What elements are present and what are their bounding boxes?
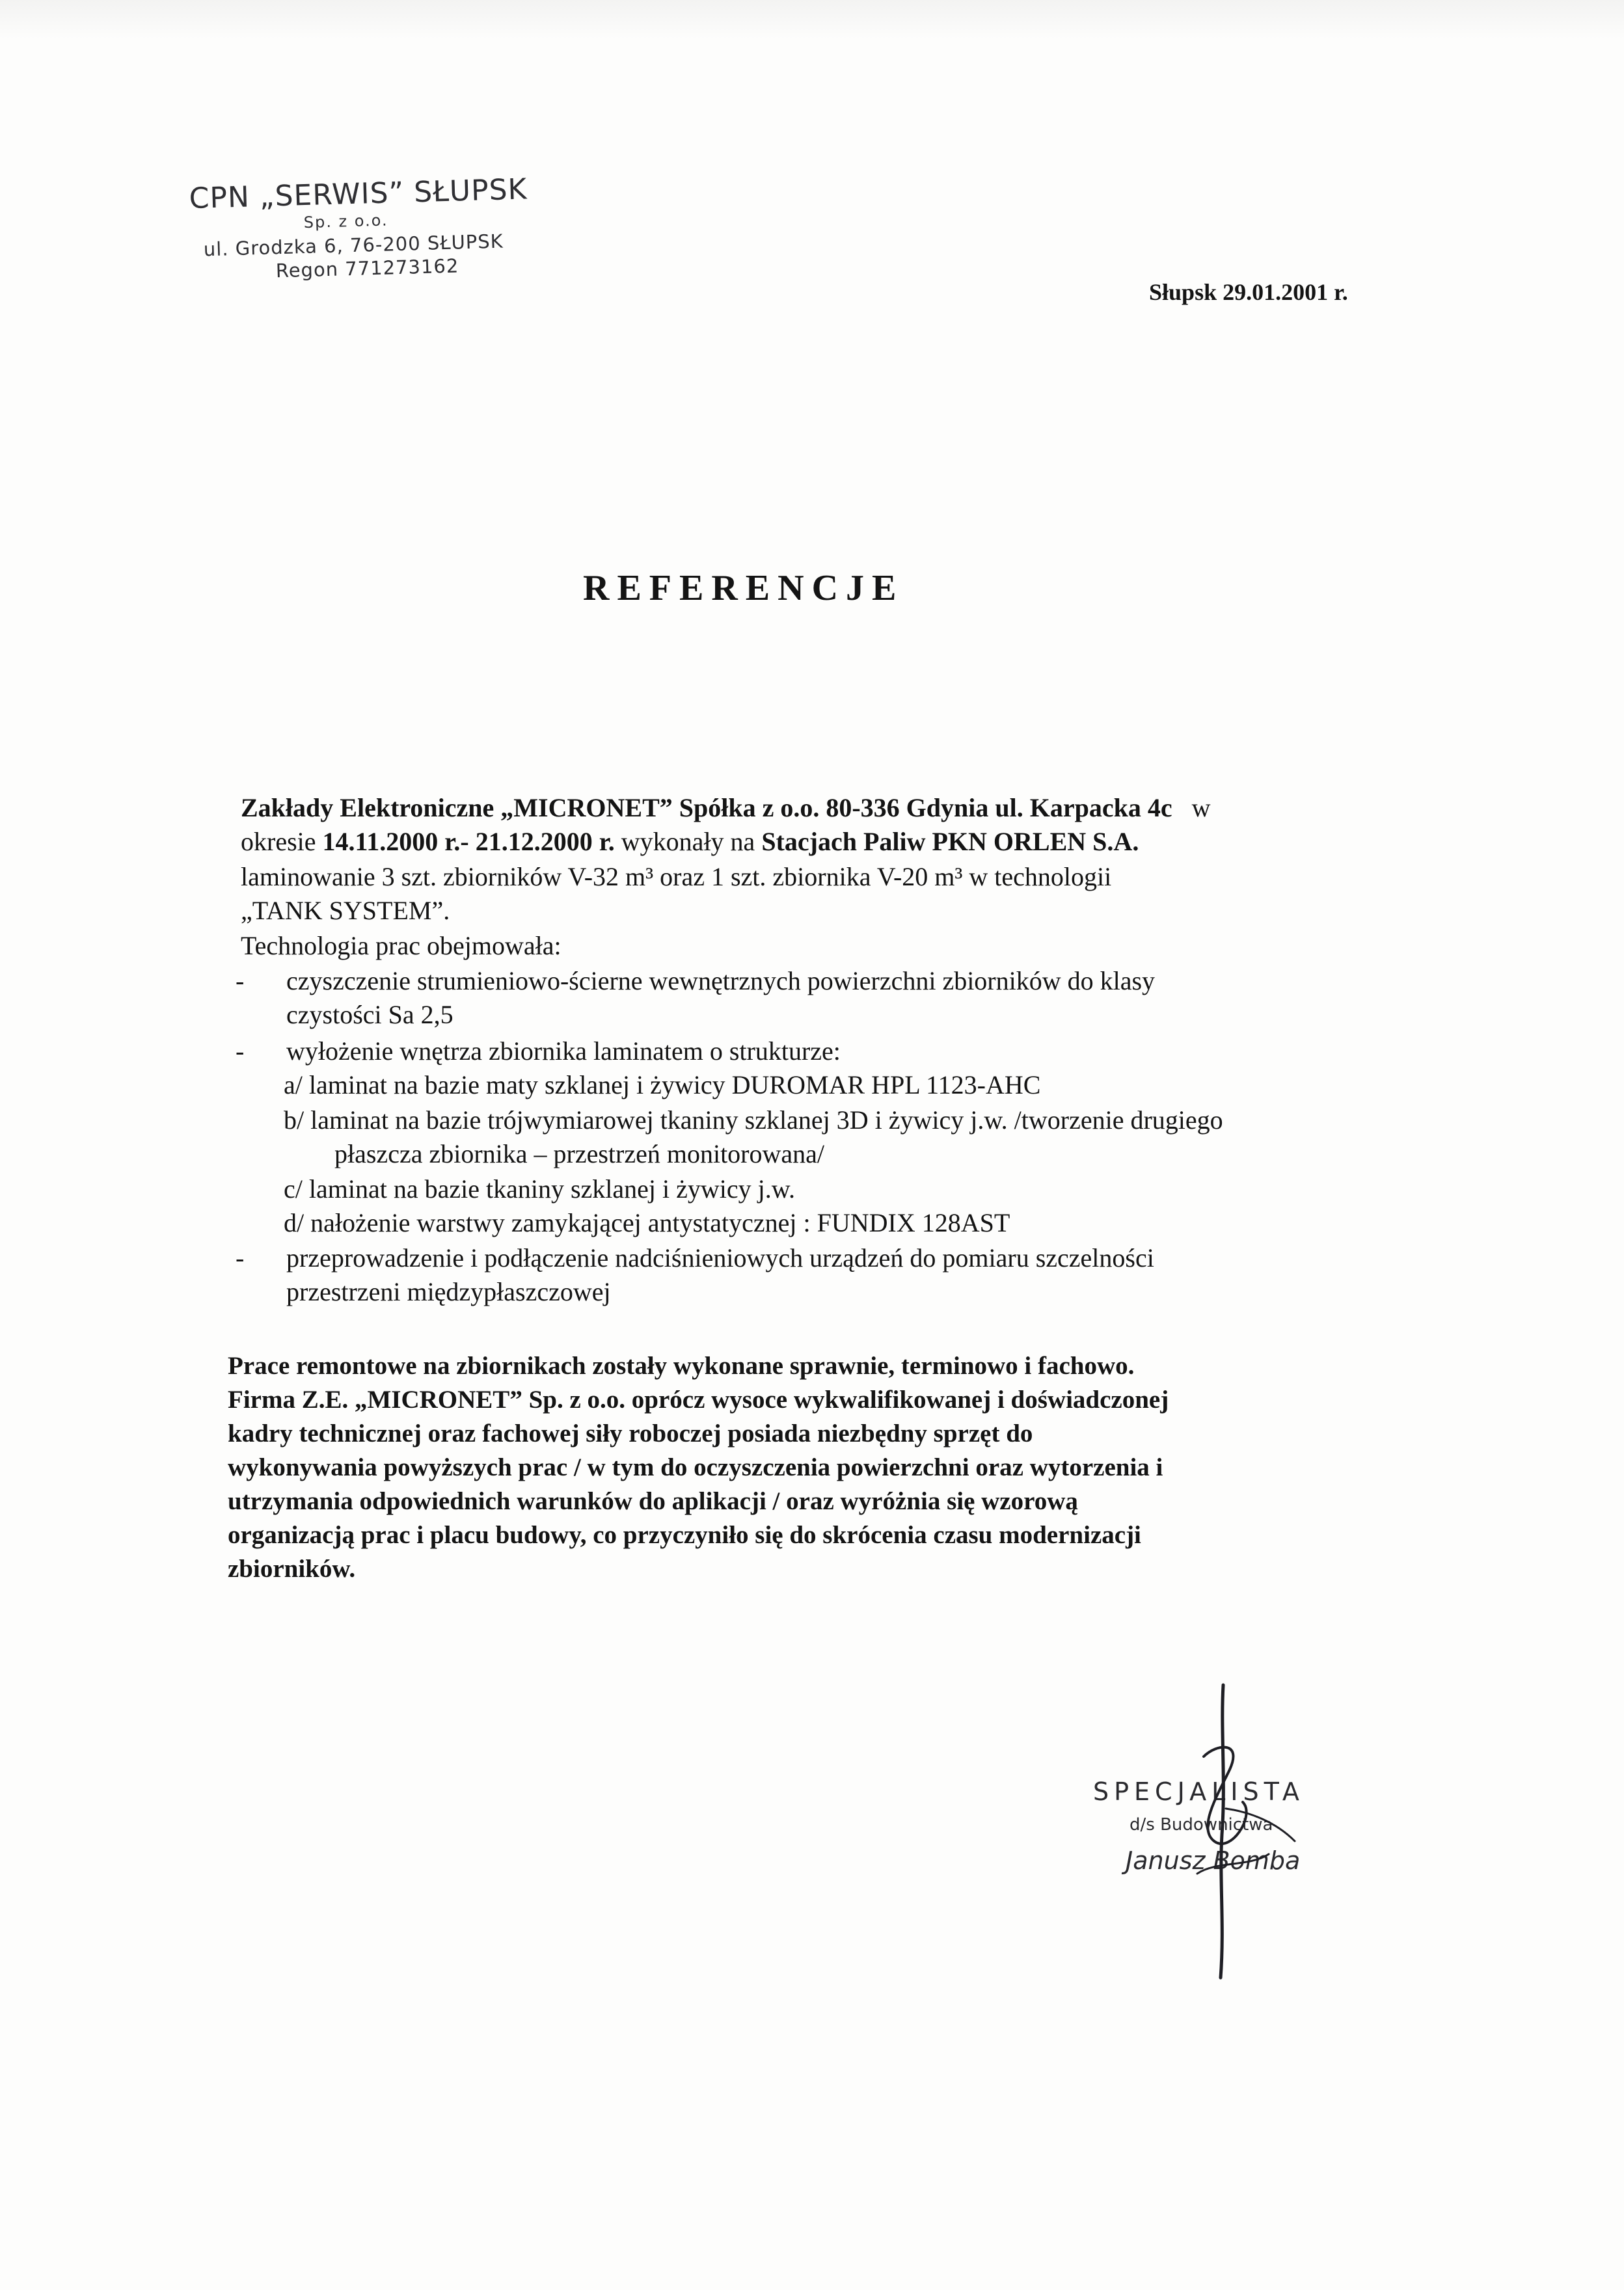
list-item-1-line-1: czyszczenie strumieniowo-ścierne wewnętrznych powierzchni zbiorników do klasy xyxy=(286,966,1156,995)
sub-item-c: c/ laminat na bazie tkaniny szklanej i żywicy j.w. xyxy=(284,1174,796,1204)
stamp-company-form: Sp. z o.o. xyxy=(303,211,388,232)
closing-line-4: wykonywania powyższych prac / w tym do oczyszczenia powierzchni oraz wytorzenia i xyxy=(228,1453,1163,1481)
list-bullet-3: - xyxy=(236,1243,245,1273)
scan-edge-shadow xyxy=(0,0,1624,39)
closing-line-1: Prace remontowe na zbiornikach zostały wykonane sprawnie, terminowo i fachowo. xyxy=(228,1352,1135,1380)
list-item-1-line-2: czystości Sa 2,5 xyxy=(286,1000,453,1029)
intro-line-2 xyxy=(241,826,1139,857)
signatory-name: Janusz Bomba xyxy=(1126,1846,1301,1875)
handwritten-signature xyxy=(1158,1678,1327,1984)
closing-line-3: kadry technicznej oraz fachowej siły roboczej posiada niezbędny sprzęt do xyxy=(228,1420,1033,1448)
sub-item-b-line-2: płaszcza zbiornika – przestrzeń monitorowana/ xyxy=(334,1139,825,1168)
sub-item-a: a/ laminat na bazie maty szklanej i żywicy DUROMAR HPL 1123-AHC xyxy=(284,1070,1041,1099)
intro-line-3: laminowanie 3 szt. zbiorników V-32 m³ oraz 1 szt. zbiornika V-20 m³ w technologii xyxy=(241,862,1112,891)
intro-line-1-end: w xyxy=(1191,793,1211,822)
signatory-title: SPECJALISTA xyxy=(1093,1777,1305,1806)
intro-line-5: Technologia prac obejmowała: xyxy=(241,931,562,960)
intro-line-2-mid: wykonały na xyxy=(621,827,755,856)
sub-item-b-line-1: b/ laminat na bazie trójwymiarowej tkaniny szklanej 3D i żywicy j.w. /tworzenie drugiego xyxy=(284,1105,1223,1135)
closing-line-6: organizacją prac i placu budowy, co przyczyniło się do skrócenia czasu modernizacji xyxy=(228,1521,1141,1549)
stamp-address: ul. Grodzka 6, 76-200 SŁUPSK xyxy=(203,230,504,261)
intro-line-2-start: okresie xyxy=(241,827,316,856)
document-title: REFERENCJE xyxy=(583,568,904,608)
stamp-regon: Regon 771273162 xyxy=(275,254,459,282)
list-item-3-line-1: przeprowadzenie i podłączenie nadciśnieniowych urządzeń do pomiaru szczelności xyxy=(286,1243,1154,1273)
intro-line-1 xyxy=(241,792,1211,824)
stamp-company-name: CPN „SERWIS” SŁUPSK xyxy=(189,172,528,215)
sub-item-d: d/ nałożenie warstwy zamykającej antystatycznej : FUNDIX 128AST xyxy=(284,1208,1010,1237)
closing-line-5: utrzymania odpowiednich warunków do aplikacji / oraz wyróżnia się wzorową xyxy=(228,1487,1078,1515)
work-location: Stacjach Paliw PKN ORLEN S.A. xyxy=(761,827,1139,856)
signatory-department: d/s Budownictwa xyxy=(1130,1815,1273,1835)
list-item-3-line-2: przestrzeni międzypłaszczowej xyxy=(286,1277,611,1306)
list-item-2: wyłożenie wnętrza zbiornika laminatem o strukturze: xyxy=(286,1036,841,1066)
company-stamp xyxy=(189,171,582,284)
closing-line-7: zbiorników. xyxy=(228,1555,356,1583)
list-bullet-2: - xyxy=(236,1036,245,1066)
closing-line-2: Firma Z.E. „MICRONET” Sp. z o.o. oprócz wysoce wykwalifikowanej i doświadczonej xyxy=(228,1386,1169,1414)
contractor-name: Zakłady Elektroniczne „MICRONET” Spółka z o.o. 80-336 Gdynia ul. Karpacka 4c xyxy=(241,793,1172,822)
document-date: Słupsk 29.01.2001 r. xyxy=(1149,279,1348,305)
list-bullet-1: - xyxy=(236,966,245,995)
work-period: 14.11.2000 r.- 21.12.2000 r. xyxy=(322,827,615,856)
intro-line-4: „TANK SYSTEM”. xyxy=(241,896,450,925)
